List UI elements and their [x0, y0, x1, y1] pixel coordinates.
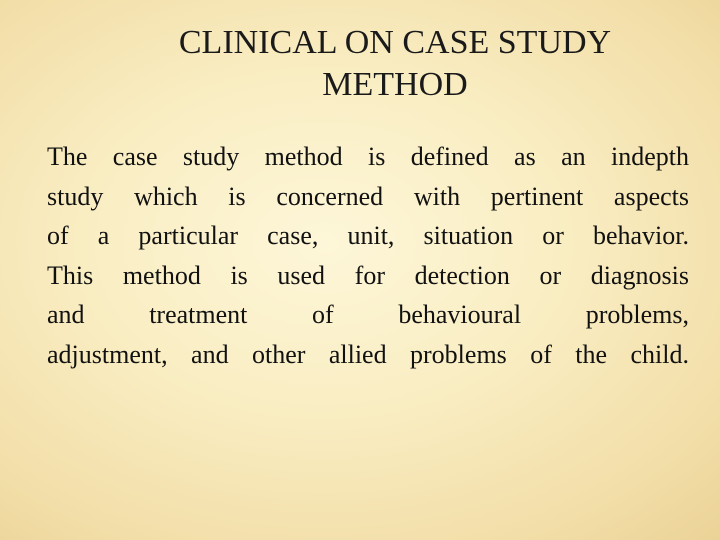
title-line-2: METHOD	[322, 66, 468, 103]
body-line-4: This method is used for detection or diagnosis	[47, 260, 689, 290]
body-paragraph	[47, 137, 689, 375]
title-line-1: CLINICAL ON CASE STUDY	[178, 24, 612, 61]
body-line-2: study which is concerned with pertinent aspects	[47, 181, 689, 211]
body-line-6: adjustment, and other allied problems of the child.	[47, 339, 689, 369]
body-line-1: The case study method is defined as an indepth	[47, 142, 689, 171]
body-line-5: and treatment of behavioural problems,	[47, 300, 689, 330]
body-line-3: of a particular case, unit, situation or behavior.	[47, 221, 689, 251]
slide-title	[100, 22, 690, 106]
